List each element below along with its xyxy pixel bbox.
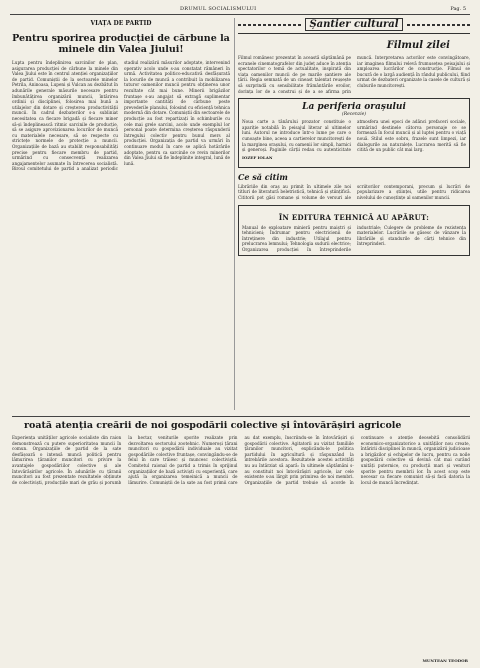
newspaper-name: DRUMUL SOCIALISMULUI <box>180 6 257 12</box>
coal-article-headline: Pentru sporirea producției de cărbune la minele din Valea Jiului! <box>12 33 230 55</box>
review-author: IOZEF IOLAN <box>242 154 273 160</box>
review-body: Noua carte a tânărului prozator constituie o apariție notabilă în peisajul literar al ultimelor luni. Autorul ne introduce într-o lume pe care o cunoaște bine, aceea a cartierelor muncitorești de la marginea orașului, cu oamenii lor simpli, harnici și generoși. Paginile cărții redau cu autenticitate atmosfera unei epoci de adânci prefaceri sociale, urmărind destinele câtorva personaje ce se formează în focul muncii și al luptei pentru o viață nouă. Stilul este sobru, frazele sunt limpezi, iar dialogurile au naturalețe. Lucrarea merită să fie citită de un public cât mai larg. <box>242 119 466 153</box>
review-headline: La periferia orașului <box>302 102 406 113</box>
coal-article-body: Lupta pentru îndeplinirea sarcinilor de plan, asigurarea producției de cărbune la minele din Valea Jiului este în centrul atenției organizațiilor de partid. Comuniștii de la sectoarele minelor Petrila, Aninoasa, Lupeni și Vulcan au dezbătut în adunările generale măsurile necesare pentru îmbunătățirea organizării muncii, întărirea ordinii și disciplinei, folosirea mai bună a utilajelor din dotare și creșterea productivității muncii. În cadrul dezbaterilor s-a subliniat necesitatea ca fiecare brigadă și fiecare miner să-și îndeplinească ritmic sarcinile de producție, să se asigure aprovizionarea locurilor de muncă cu materialele necesare, să se respecte cu strictețe normele de protecție a muncii. Organizațiile de bază au stabilit responsabilități precise pentru fiecare membru de partid, urmărind cu consecvență realizarea angajamentelor asumate în întrecerea socialistă. Biroul comitetului de partid a analizat periodic stadiul realizării măsurilor adoptate, intervenind operativ acolo unde s-au constatat rămâneri în urmă. Activitatea politico-educativă desfășurată la locurile de muncă a contribuit la mobilizarea tuturor oamenilor muncii pentru obținerea unor rezultate cât mai bune. Minerii brigăzilor fruntașe s-au angajat să extragă suplimentar importante cantități de cărbune peste prevederile planului, folosind cu eficiență tehnica modernă din dotare. Comuniștii din sectoarele de producție au fost repartizați în schimburile cu cele mai grele sarcini, acolo unde exemplul lor personal poate determina creșterea răspunderii întregului colectiv pentru bunul mers al producției. Organizația de partid va urmări în continuare modul în care se aplică hotărârile adoptate, pentru ca sarcinile ce revin minerilor din Valea Jiului să fie îndeplinite integral, lună de lună. <box>12 60 230 172</box>
collectives-headline: roată atenția creării de noi gospodării colective și întovărășiri agricole <box>24 420 402 431</box>
collectives-author: MUNTEAN TEODOR <box>422 658 468 663</box>
section-label: VIAȚA DE PARTID <box>90 20 152 27</box>
tech-box <box>238 205 470 257</box>
party-life-column <box>12 18 230 413</box>
review-subtitle: (Recenzie) <box>341 112 367 118</box>
film-headline: Filmul zilei <box>386 40 450 51</box>
culture-banner <box>238 18 470 34</box>
reading-body: Librăriile din oraș au primit în ultimele zile noi titluri de literatură beletristică, tehnică și științifică. Cititorii pot găsi romane și volume de versuri ale scriitorilor contemporani, precum și lucrări de popularizare a științei, utile pentru ridicarea nivelului de cunoștințe al oamenilor muncii. <box>238 183 470 200</box>
film-body: Filmul românesc prezentat în această săptămână pe ecranele cinematografelor din județ aduce în atenția spectatorilor o temă de actualitate, inspirată din viața oamenilor muncii de pe marile șantiere ale țării. Regia semnată de un cineast talentat reușește să surprindă cu sensibilitate frământările eroilor, dorința lor de a construi și de a se afirma prin muncă. Interpretarea actorilor este convingătoare, iar imaginea filmului relevă frumusețea peisajului și amploarea lucrărilor de construcție. Filmul se bucură de o largă audiență în rândul publicului, fiind urmat de dezbateri organizate la casele de cultură și cluburile muncitorești. <box>238 55 470 94</box>
collectives-body: Experiența unităților agricole socialiste din raion demonstrează cu putere superioritatea muncii în comun. Organizațiile de partid de la sate desfășoară o intensă muncă politică pentru lămurirea țăranilor muncitori cu privire la avantajele gospodăriilor colective și ale întovărășirilor agricole. În adunările cu țăranii muncitori au fost prezentate rezultatele obținute de colectiviști, producțiile mari de grâu și porumb la hectar, veniturile sporite realizate prin dezvoltarea sectorului zootehnic. Numeroși țărani muncitori cu gospodării individuale au vizitat gospodăriile colective fruntașe, convingându-se de felul în care trăiesc și muncesc colectiviștii. Comitetul raional de partid a trimis în sprijinul organizațiilor de bază activiști cu experiență, care ajută la organizarea temeinică a muncii de lămurire. Comuniștii de la sate au fost primii care au dat exemplu, înscriindu-se în întovărășiri și gospodării colective. Agitatorii au vizitat familiile țăranilor muncitori, explicându-le politica partidului în agricultură și răspunzând la întrebările acestora. Rezultatele acestei activități nu au întârziat să apară: în ultimele săptămâni s-au constituit noi întovărășiri agricole, iar cele existente s-au lărgit prin primirea de noi membri. Organizațiile de partid trebuie să acorde în continuare o atenție deosebită consolidării economico-organizatorice a unităților nou create, întăririi disciplinei în muncă, organizării judicioase a brigăzilor și echipelor de lucru, pentru ca noile gospodării colective să devină cât mai curând unități puternice, cu producții mari și venituri sporite pentru membrii lor. În acest scop este necesar ca fiecare comunist să-și facă datoria la locul de muncă încredințat. <box>12 435 470 485</box>
review-box <box>238 98 470 168</box>
column-divider <box>234 18 235 410</box>
collectives-article <box>12 416 470 665</box>
tech-headline: ÎN EDITURA TEHNICĂ AU APĂRUT: <box>278 212 430 222</box>
tech-body: Manual de exploatare minieră pentru maiștri și tehnicieni; Îndrumar pentru electricienii de întreținere din industrie; Utilajul pentru prelucrarea lemnului; Tehnologia sudurii electrice; Organizarea producției în întreprinderile industriale; Culegere de probleme de rezistența materialelor. Lucrările se găsesc de vânzare la librăriile și standurile de cărți tehnice din întreprinderi. <box>242 224 466 252</box>
masthead <box>10 4 470 15</box>
reading-headline: Ce să citim <box>238 171 288 182</box>
banner-rule-right <box>407 24 470 26</box>
page-number: Pag. 5 <box>450 6 466 12</box>
banner-rule-left <box>238 24 301 26</box>
culture-column <box>238 18 470 413</box>
culture-banner-title: Șantier cultural <box>305 18 402 31</box>
